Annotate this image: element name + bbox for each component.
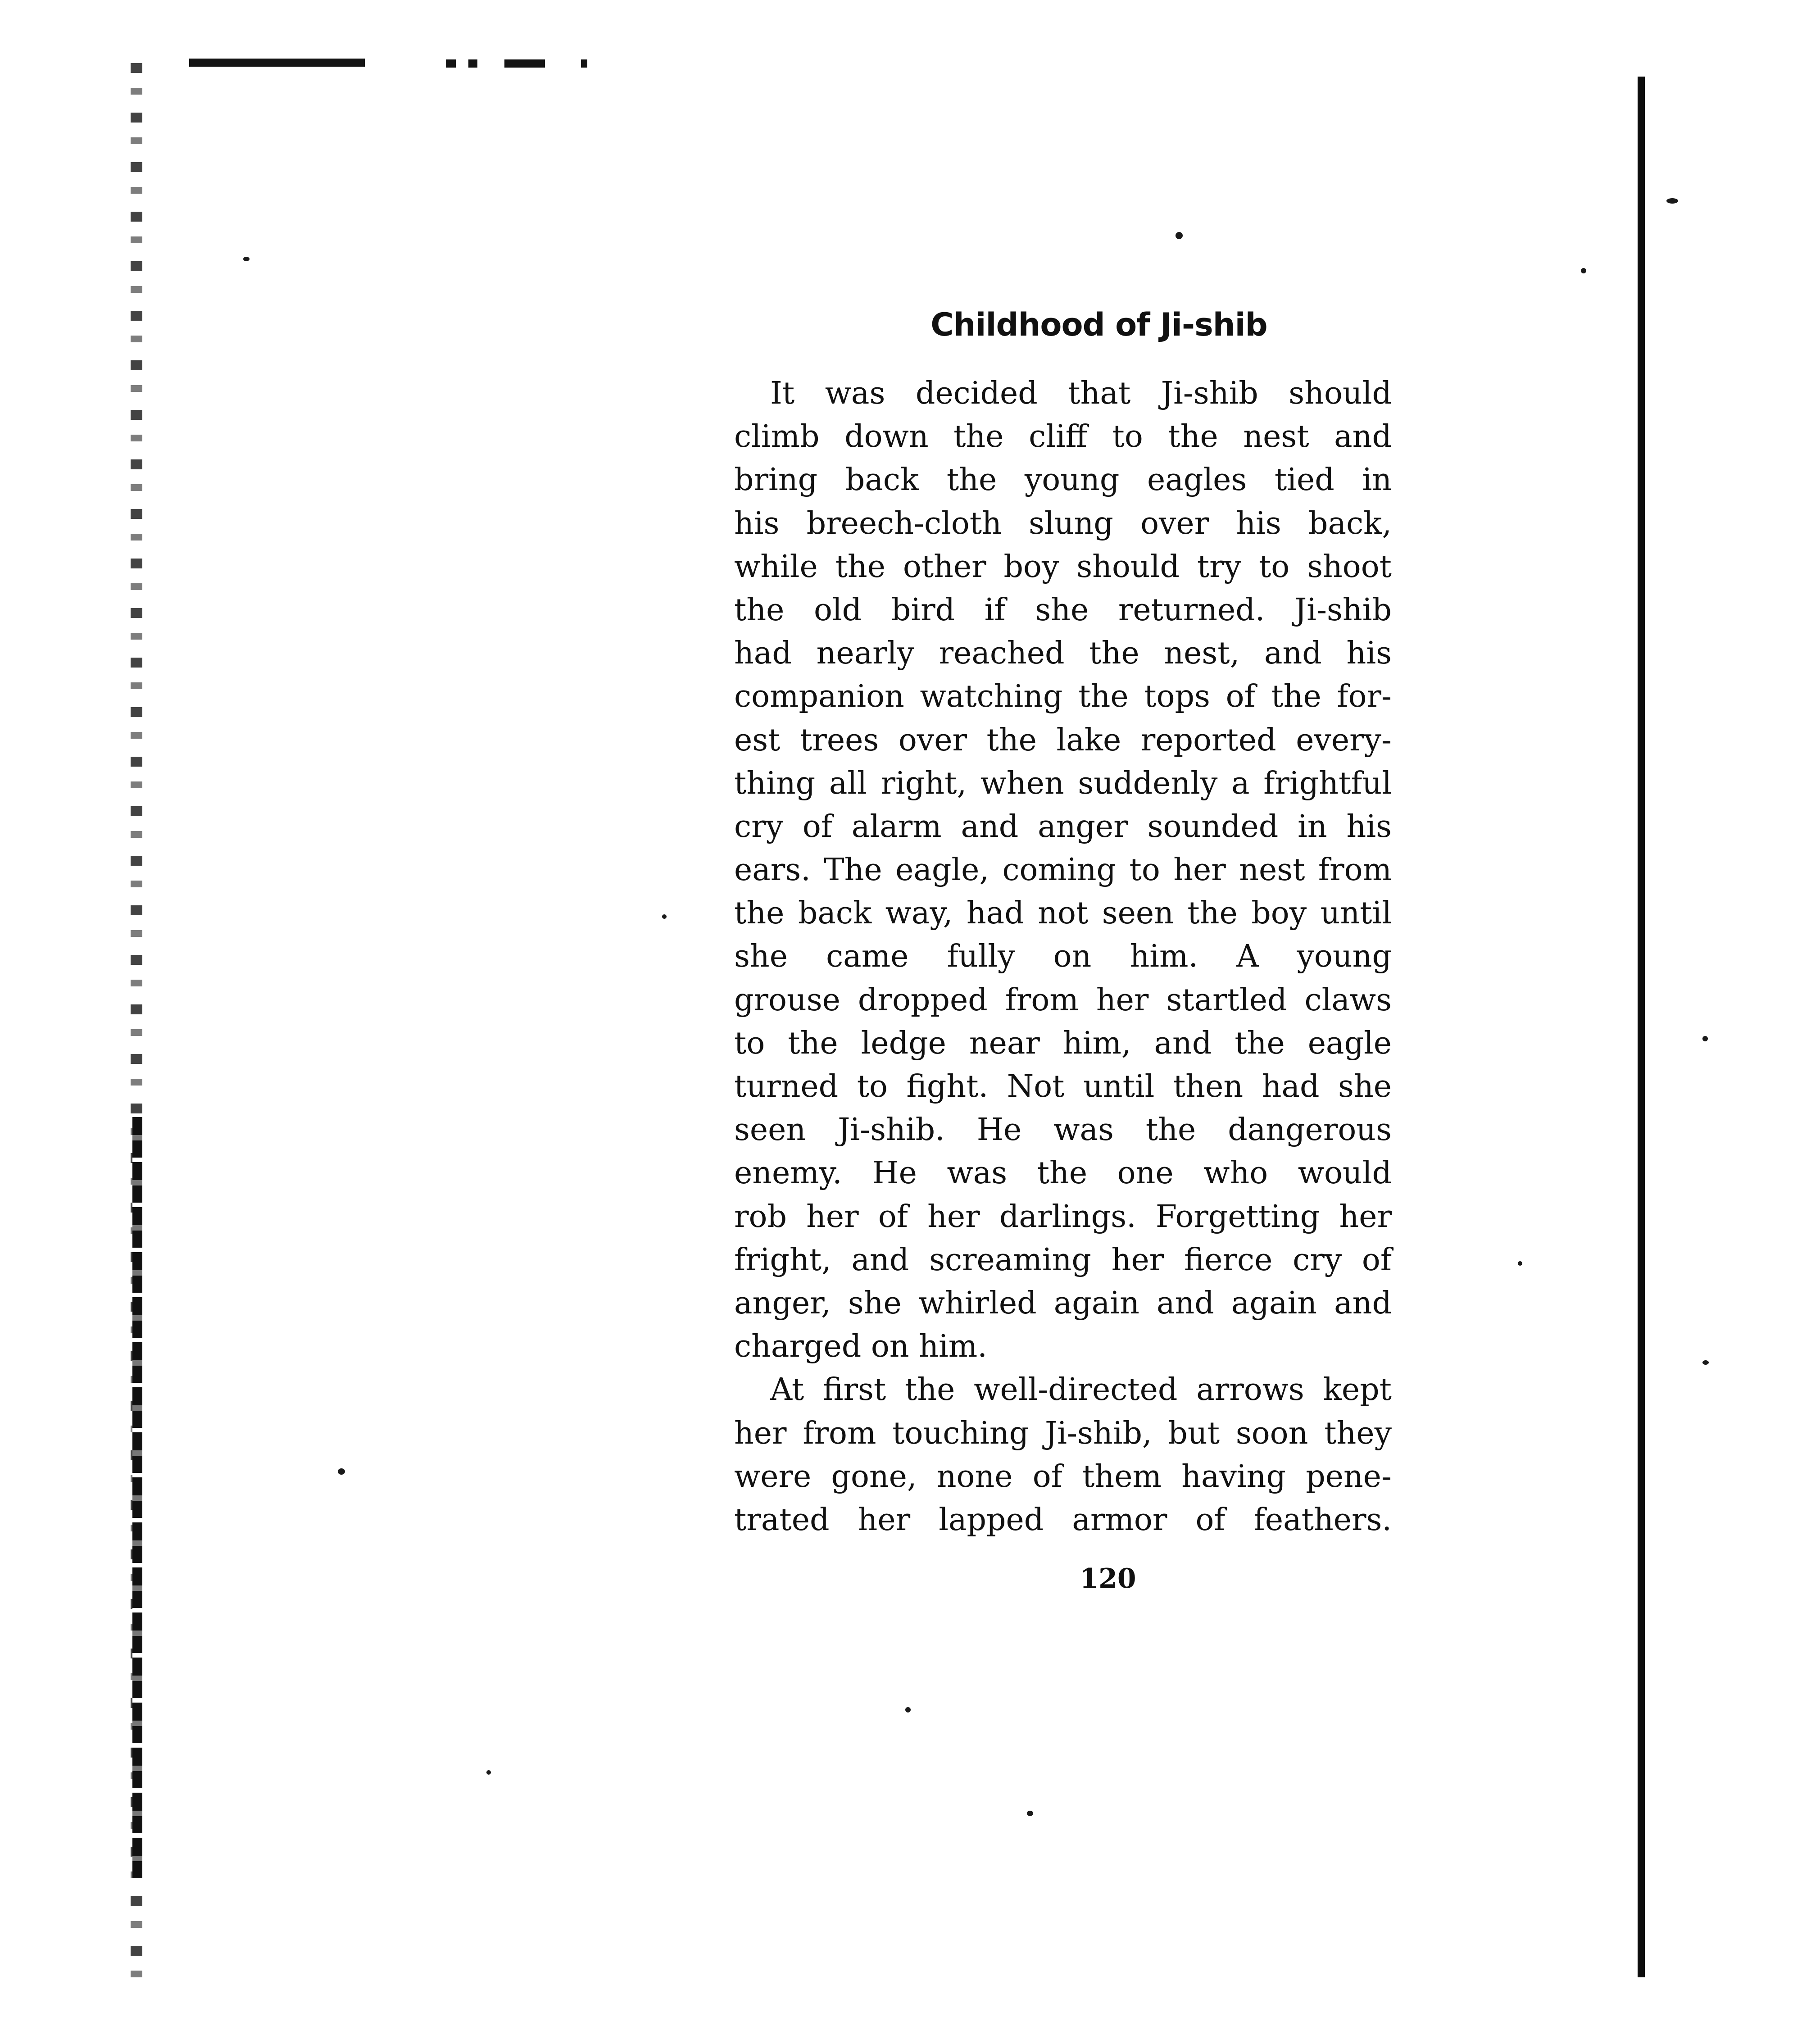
scan-speck (1176, 232, 1183, 239)
text-line: were gone, none of them having pene- (734, 1458, 1392, 1494)
text-line: seen Ji-shib. He was the dangerous (734, 1112, 1392, 1148)
text-line: est trees over the lake reported every- (734, 722, 1392, 758)
scan-speck (1666, 198, 1678, 204)
scan-speck (1581, 268, 1586, 273)
text-line: cry of alarm and anger sounded in his (734, 809, 1392, 845)
text-line: ears. The eagle, coming to her nest from (734, 852, 1392, 888)
scan-artifact-top-bar (446, 59, 456, 68)
text-line: the old bird if she returned. Ji-shib (734, 592, 1392, 628)
text-line: while the other boy should try to shoot (734, 549, 1392, 585)
text-line: anger, she whirled again and again and (734, 1285, 1392, 1321)
text-line: trated her lapped armor of feathers. (734, 1502, 1392, 1538)
scan-speck (1518, 1261, 1522, 1266)
text-line: grouse dropped from her startled claws (734, 982, 1392, 1018)
text-line: companion watching the tops of the for- (734, 679, 1392, 715)
scan-speck (1702, 1360, 1709, 1365)
text-line: It was decided that Ji-shib should (770, 376, 1392, 411)
text-line: fright, and screaming her fierce cry of (734, 1242, 1392, 1278)
scan-speck (338, 1468, 345, 1475)
text-line: turned to fight. Not until then had she (734, 1069, 1392, 1104)
scan-artifact-top-bar (581, 59, 587, 68)
page-number: 120 (1080, 1563, 1136, 1594)
text-line: thing all right, when suddenly a frightful (734, 765, 1392, 801)
text-line: she came fully on him. A young (734, 939, 1392, 975)
text-line: bring back the young eagles tied in (734, 462, 1392, 498)
text-line: the back way, had not seen the boy until (734, 895, 1392, 931)
text-line: had nearly reached the nest, and his (734, 636, 1392, 672)
scan-artifact-top-bar (504, 59, 545, 68)
body-text (734, 372, 1392, 1542)
page-title: Childhood of Ji-shib (930, 306, 1267, 343)
text-line: to the ledge near him, and the eagle (734, 1025, 1392, 1061)
text-line: rob her of her darlings. Forgetting her (734, 1199, 1392, 1235)
text-line: his breech-cloth slung over his back, (734, 505, 1392, 541)
scan-speck (1702, 1036, 1708, 1041)
text-line: At first the well-directed arrows kept (770, 1372, 1392, 1408)
text-line: her from touching Ji-shib, but soon they (734, 1415, 1392, 1451)
scan-speck (486, 1770, 491, 1775)
scan-artifact-top-bar (189, 59, 365, 67)
scan-speck (662, 914, 667, 919)
scan-speck (243, 257, 250, 261)
text-line: climb down the cliff to the nest and (734, 419, 1392, 455)
scan-speck (1027, 1811, 1033, 1816)
scan-artifact-top-bar (468, 59, 477, 68)
scan-artifact-right-rule (1638, 77, 1645, 1977)
scan-artifact-left-edge (132, 1117, 142, 1883)
text-line: charged on him. (734, 1329, 987, 1365)
scan-speck (905, 1707, 911, 1712)
text-line: enemy. He was the one who would (734, 1155, 1392, 1191)
